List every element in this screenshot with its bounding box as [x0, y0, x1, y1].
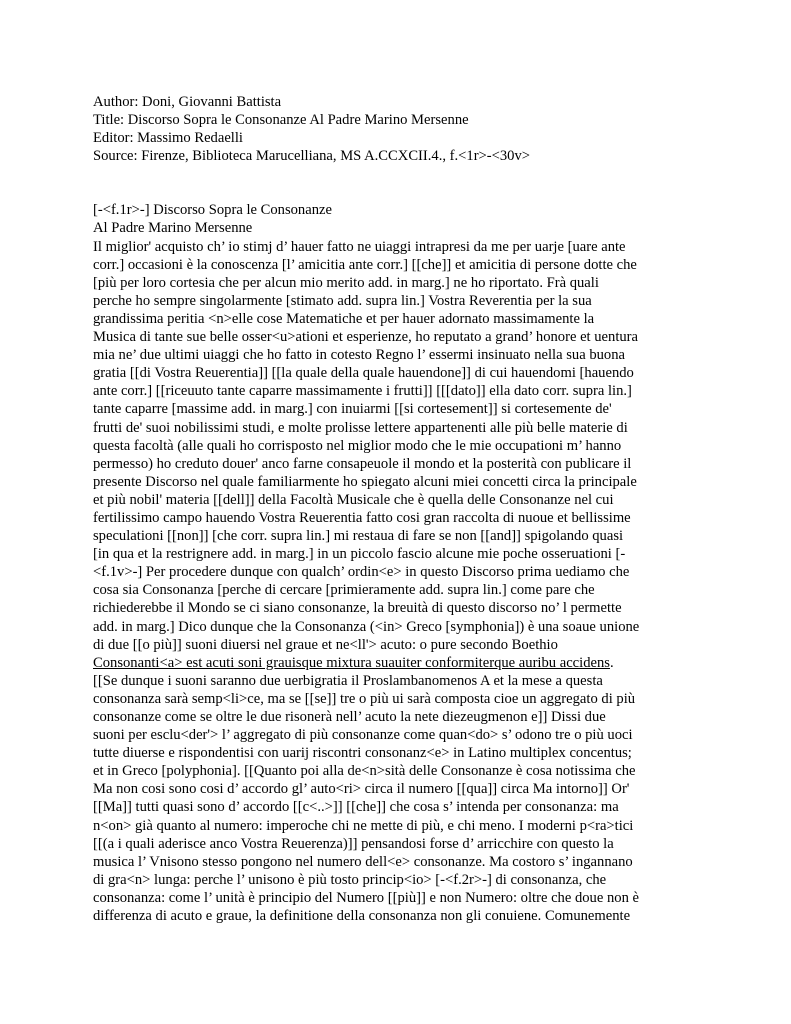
text-line: richiederebbe il Mondo se ci siano consonanze, la breuità di questo discorso no’ l permette [93, 600, 622, 617]
text-line: Ma non cosi sono cosi d’ accordo gl’ auto<ri> circa il numero [[qua]] circa Ma intorno]] Or' [93, 781, 630, 798]
text-line: add. in marg.] Dico dunque che la Consonanza (<in> Greco [symphonia]) è una soaue unione [93, 618, 640, 635]
text-line: tante caparre [massime add. in marg.] con inuiarmi [[si cortesement]] si cortesemente de' [93, 401, 612, 418]
text-line: <f.1v>-] Per procedere dunque con qualch’ ordin<e> in questo Discorso prima uediamo che [93, 564, 630, 581]
underlined-quote: Consonanti<a> est acuti soni grauisque mixtura suauiter conformiterque auribu accidens [93, 654, 610, 671]
text-line: musica l’ Vnisono stesso pongono nel numero dell<e> consonanze. Ma costoro s’ ingannano [93, 853, 633, 870]
text-line: consonanza sarà semp<li>ce, ma se [[se]] tre o più ui sarà composta cioe un aggregato di più [93, 690, 636, 707]
body-text [93, 201, 693, 925]
text-line: frutti de' suoi nobilissimi studi, e molte prolisse lettere appartenenti alle più belle materie di [93, 419, 628, 436]
text-line: n<on> già quanto al numero: imperoche chi ne mette di più, e chi meno. I moderni p<ra>tici [93, 817, 634, 834]
text-line: corr.] occasioni è la conoscenza [l’ amicitia ante corr.] [[che]] et amicitia di persone dotte che [93, 256, 637, 273]
document-page [93, 93, 693, 925]
text-line: gratia [[di Vostra Reuerentia]] [[la quale della quale hauendone]] di cui hauendomi [hauendo [93, 365, 634, 382]
text-line: consonanze come se oltre le due risonerà nell’ acuto la nete diezeugmenon e]] Dissi due [93, 709, 606, 725]
text-line: [in qua et la restrignere add. in marg.] in un piccolo fascio alcune mie poche osseruationi [- [93, 546, 626, 563]
metadata-header [93, 93, 693, 165]
text-line: grandissima peritia <n>elle cose Matematiche et per hauer adornato massimamente la [93, 310, 595, 327]
text-line: [-<f.1r>-] Discorso Sopra le Consonanze [93, 202, 332, 219]
text-line: speculationi [[non]] [che corr. supra lin.] mi restaua di fare se non [[and]] spigolando quasi [93, 528, 624, 545]
title-line: Title: Discorso Sopra le Consonanze Al Padre Marino Mersenne [93, 112, 469, 129]
text-line: questa facoltà (alle quali ho corrisposto nel miglior modo che le mie occupationi m’ hanno [93, 437, 622, 454]
text-line: et in Greco [polyphonia]. [[Quanto poi alla de<n>sità delle Consonanze è cosa notissima che [93, 763, 636, 780]
section-gap [93, 165, 693, 201]
text-line: [[Ma]] tutti quasi sono d’ accordo [[c<..>]] [[che]] che cosa s’ intenda per consonanza: ma [93, 799, 619, 816]
text-line: tutte diuerse e rispondentisi con uarij riscontri consonanz<e> in Latino multiplex concentus; [93, 745, 632, 762]
text-line-underlined [93, 654, 693, 672]
editor-line: Editor: Massimo Redaelli [93, 130, 243, 147]
text-line: ante corr.] [[riceuuto tante caparre massimamente i frutti]] [[[dato]] ella dato corr. supra lin.] [93, 383, 632, 400]
text-line: cosa sia Consonanza [perche di cercare [primieramente add. supra lin.] come pare che [93, 582, 595, 599]
text-line: [più per loro cortesia che per alcun mio merito add. in marg.] ne ho riportato. Frà quali [93, 274, 599, 291]
text-line: et più nobil' materia [[dell]] della Facoltà Musicale che è quella delle Consonanze nel cui [93, 491, 614, 508]
text-line: differenza di acuto e graue, la definitione della consonanza non gli conuiene. Comunemente [93, 908, 631, 925]
text-line: Al Padre Marino Mersenne [93, 220, 253, 237]
text-line: presente Discorso nel quale familiarmente ho spiegato alcuni miei concetti circa la principale [93, 473, 637, 490]
text-line: suoni per esclu<der'> l’ aggregato di più consonanze come quan<do> s’ odono tre o più uoci [93, 727, 633, 744]
text-line: mia ne’ due ultimi uiaggi che ho fatto in cotesto Regno l’ essermi insinuato nella sua buona [93, 347, 626, 364]
text-line: di due [[o più]] suoni diuersi nel graue et ne<ll'> acuto: o pure secondo Boethio [93, 636, 558, 653]
text-line: consonanza: come l’ unità è principio del Numero [[più]] e non Numero: oltre che doue non è [93, 889, 639, 906]
text-line: di gra<n> lunga: perche l’ unisono è più tosto princip<io> [-<f.2r>-] di consonanza, che [93, 871, 607, 888]
source-line: Source: Firenze, Biblioteca Marucelliana, MS A.CCXCII.4., f.<1r>-<30v> [93, 148, 530, 165]
text-line: perche ho sempre singolarmente [stimato add. supra lin.] Vostra Reverentia per la sua [93, 292, 592, 309]
text-line: [[(a i quali aderisce anco Vostra Reuerenza)]] pensandosi forse d’ arricchire con questo la [93, 835, 614, 852]
author-line: Author: Doni, Giovanni Battista [93, 94, 282, 110]
quote-period: . [609, 654, 614, 671]
text-line: fertilissimo campo hauendo Vostra Reuerentia fatto cosi gran raccolta di nuoue et bellissime [93, 509, 631, 526]
text-line: Musica di tante sue belle osser<u>ationi et esperienze, ho reputato a grand’ honore et uentura [93, 329, 639, 346]
text-line: [[Se dunque i suoni saranno due uerbigratia il Proslambanomenos A et la mese a questa [93, 672, 603, 689]
text-line: permesso) ho creduto douer' anco farne consapeuole il mondo et la posterità con publicare il [93, 455, 632, 472]
text-line: Il miglior' acquisto ch’ io stimj d’ hauer fatto ne uiaggi intrapresi da me per uarje [uare ante [93, 238, 626, 255]
